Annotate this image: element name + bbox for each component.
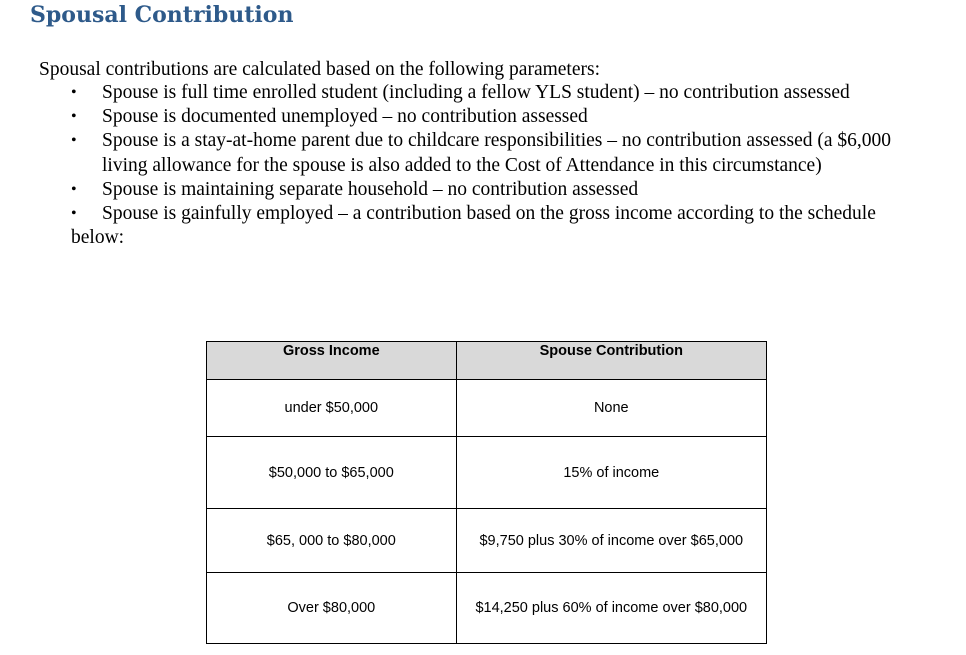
list-item-text: Spouse is documented unemployed – no contribution assessed — [102, 106, 588, 128]
list-item — [0, 202, 966, 250]
bullet-icon: • — [71, 108, 77, 126]
table-row — [207, 437, 767, 509]
intro-paragraph: Spousal contributions are calculated based on the following parameters: — [39, 59, 600, 80]
bullet-icon: • — [71, 180, 77, 198]
gross-income-cell: $65, 000 to $80,000 — [207, 509, 457, 573]
table-row — [207, 573, 767, 644]
contribution-cell: 15% of income — [456, 437, 766, 509]
list-item-text: Spouse is maintaining separate household – no contribution assessed — [102, 178, 639, 200]
gross-income-cell: under $50,000 — [207, 380, 457, 437]
parameter-list — [0, 81, 966, 250]
gross-income-cell: Over $80,000 — [207, 573, 457, 644]
contribution-cell: None — [456, 380, 766, 437]
list-item — [0, 105, 966, 129]
contribution-cell: $9,750 plus 30% of income over $65,000 — [456, 509, 766, 573]
list-item-text: Spouse is gainfully employed – a contribution based on the gross income according to the schedule — [102, 203, 876, 225]
list-item-continuation: below: — [71, 227, 125, 249]
list-item — [0, 81, 966, 105]
list-item — [0, 178, 966, 202]
list-item-text: Spouse is full time enrolled student (including a fellow YLS student) – no contribution assessed — [102, 82, 850, 103]
bullet-icon: • — [71, 84, 77, 101]
contribution-cell: $14,250 plus 60% of income over $80,000 — [456, 573, 766, 644]
bullet-icon: • — [71, 205, 77, 223]
gross-income-cell: $50,000 to $65,000 — [207, 437, 457, 509]
list-item — [0, 129, 966, 177]
header-gross-income: Gross Income — [207, 342, 457, 380]
header-spouse-contribution: Spouse Contribution — [456, 342, 766, 380]
table-row — [207, 380, 767, 437]
page-title: Spousal Contribution — [30, 2, 294, 28]
contribution-schedule-table — [206, 341, 767, 644]
list-item-text: Spouse is a stay-at-home parent due to childcare responsibilities – no contribution assessed (a $6,000 living allowance for the spouse is also added to the Cost of Attendance in this circumstance) — [102, 130, 892, 176]
table-row — [207, 509, 767, 573]
bullet-icon: • — [71, 132, 77, 150]
table-header-row — [207, 342, 767, 380]
